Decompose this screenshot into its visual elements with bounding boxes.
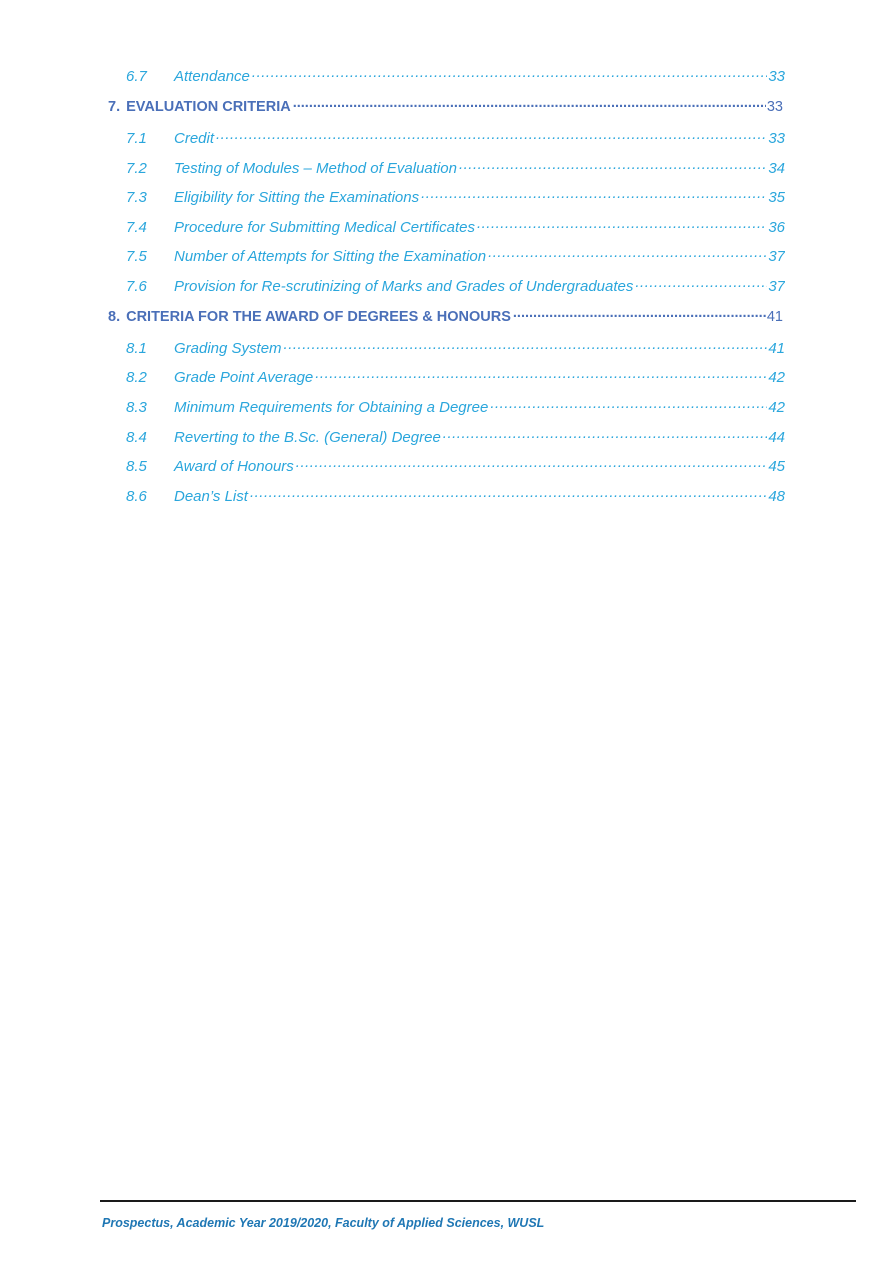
toc-entry-page: 37 (768, 248, 785, 265)
dot-leader (477, 217, 767, 232)
toc-entry-8-6[interactable] (126, 486, 785, 505)
dot-leader (443, 427, 768, 442)
toc-entry-number: 8.2 (126, 369, 147, 386)
toc-entry-page: 48 (768, 488, 785, 505)
toc-entry-number: 7.1 (126, 130, 147, 147)
dot-leader (252, 66, 767, 81)
toc-entry-number: 6.7 (126, 68, 147, 85)
toc-heading-title: CRITERIA FOR THE AWARD OF DEGREES & HONOURS (126, 308, 511, 325)
dot-leader (284, 338, 768, 353)
toc-entry-7-4[interactable] (126, 217, 785, 236)
toc-heading-number: 7. (108, 98, 121, 115)
dot-leader (513, 306, 766, 321)
dot-leader (459, 158, 767, 173)
toc-heading-7[interactable] (108, 96, 783, 115)
toc-entry-title: Grade Point Average (174, 369, 314, 386)
toc-entry-number: 7.4 (126, 219, 147, 236)
toc-entry-title: Dean’s List (174, 488, 248, 505)
toc-entry-number: 8.1 (126, 340, 147, 357)
toc-entry-page: 37 (768, 278, 785, 295)
toc-entry-page: 33 (768, 68, 785, 85)
toc-entry-number: 8.4 (126, 429, 147, 446)
toc-entry-8-4[interactable] (126, 427, 785, 446)
toc-entry-title: Credit (174, 130, 215, 147)
toc-entry-8-2[interactable] (126, 367, 785, 386)
toc-entry-7-6[interactable] (126, 276, 785, 295)
dot-leader (293, 96, 766, 111)
dot-leader (315, 367, 767, 382)
dot-leader (216, 128, 767, 143)
toc-heading-title: EVALUATION CRITERIA (126, 98, 291, 115)
dot-leader (296, 456, 768, 471)
toc-entry-8-5[interactable] (126, 456, 785, 475)
toc-entry-title: Attendance (174, 68, 250, 85)
footer-text: Prospectus, Academic Year 2019/2020, Faculty of Applied Sciences, WUSL (102, 1216, 545, 1230)
toc-entry-number: 8.6 (126, 488, 147, 505)
toc-entry-title: Provision for Re-scrutinizing of Marks and Grades of Undergraduates (174, 278, 634, 295)
toc-entry-title: Award of Honours (174, 458, 294, 475)
toc-heading-page: 41 (766, 308, 783, 325)
toc-entry-page: 42 (768, 369, 785, 386)
toc-entry-page: 36 (768, 219, 785, 236)
toc-entry-title: Grading System (174, 340, 282, 357)
toc-heading-8[interactable] (108, 306, 783, 325)
toc-entry-title: Minimum Requirements for Obtaining a Degree (174, 399, 489, 416)
dot-leader (488, 246, 767, 261)
toc-entry-8-1[interactable] (126, 338, 785, 357)
footer-divider (100, 1200, 856, 1202)
toc-entry-page: 41 (768, 340, 785, 357)
dot-leader (250, 486, 767, 501)
toc-heading-page: 33 (766, 98, 783, 115)
toc-entry-title: Eligibility for Sitting the Examinations (174, 189, 420, 206)
toc-entry-8-3[interactable] (126, 397, 785, 416)
toc-entry-7-3[interactable] (126, 187, 785, 206)
toc-entry-6-7[interactable] (126, 66, 785, 85)
toc-entry-page: 45 (768, 458, 785, 475)
toc-entry-page: 33 (768, 130, 785, 147)
toc-entry-number: 7.3 (126, 189, 147, 206)
toc-entry-7-2[interactable] (126, 158, 785, 177)
toc-entry-title: Testing of Modules – Method of Evaluation (174, 160, 457, 177)
toc-entry-number: 8.5 (126, 458, 147, 475)
toc-entry-number: 7.2 (126, 160, 147, 177)
toc-entry-number: 8.3 (126, 399, 147, 416)
dot-leader (421, 187, 767, 202)
toc-entry-page: 44 (768, 429, 785, 446)
toc-entry-number: 7.5 (126, 248, 147, 265)
toc-entry-title: Procedure for Submitting Medical Certificates (174, 219, 475, 236)
toc-entry-page: 42 (768, 399, 785, 416)
toc-heading-number: 8. (108, 308, 121, 325)
toc-entry-number: 7.6 (126, 278, 147, 295)
toc-entry-page: 34 (768, 160, 785, 177)
dot-leader (635, 276, 767, 291)
toc-entry-7-1[interactable] (126, 128, 785, 147)
dot-leader (490, 397, 767, 412)
toc-entry-page: 35 (768, 189, 785, 206)
toc-entry-title: Number of Attempts for Sitting the Examination (174, 248, 487, 265)
toc-entry-title: Reverting to the B.Sc. (General) Degree (174, 429, 441, 446)
toc-entry-7-5[interactable] (126, 246, 785, 265)
